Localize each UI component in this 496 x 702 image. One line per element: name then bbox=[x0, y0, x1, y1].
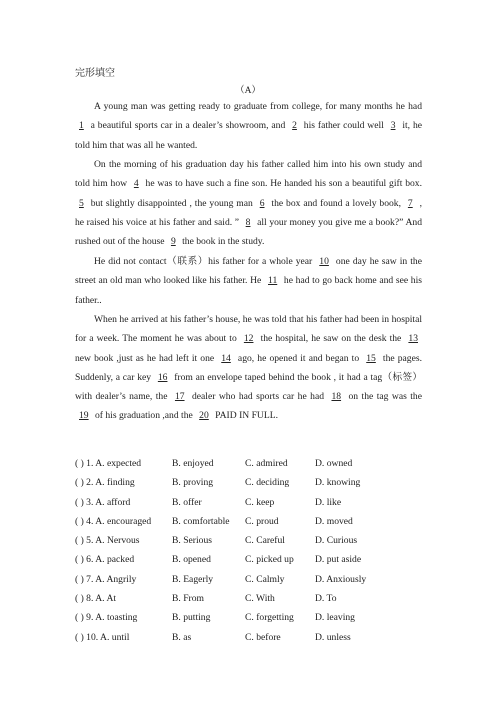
question-choice-a: ( ) 8. A. At bbox=[75, 593, 117, 605]
choice: D. moved bbox=[315, 515, 353, 527]
choice: C. With bbox=[245, 593, 275, 605]
paragraph-text: When he arrived at his father’s house, he was told that his father had been in hospital for a week. The moment he was about to bbox=[75, 314, 422, 345]
choice: C. picked up bbox=[245, 554, 294, 566]
choice: B. Eagerly bbox=[172, 573, 214, 585]
choice: B. as bbox=[172, 631, 192, 643]
paragraph-text: he had to go back home and see his father.. bbox=[75, 275, 423, 306]
choice: D. Anxiously bbox=[315, 573, 367, 585]
options-list bbox=[75, 454, 435, 647]
blank-number: 19 bbox=[79, 410, 89, 422]
blank-number: 7 bbox=[407, 197, 413, 209]
blank-number: 1 bbox=[79, 120, 84, 132]
paragraph-text: a beautiful sports car in a dealer’s showroom, and bbox=[87, 120, 289, 132]
blank-number: 17 bbox=[174, 391, 185, 403]
choice: B. proving bbox=[172, 477, 214, 489]
blank-number: 11 bbox=[268, 275, 278, 287]
paragraph-text: one day he saw in the street an old man who looked like his father. He bbox=[75, 256, 422, 287]
choice: B. comfortable bbox=[172, 515, 230, 527]
blank-number: 5 bbox=[79, 197, 84, 209]
page-title: 完形填空 bbox=[75, 68, 115, 79]
blank-number: 4 bbox=[133, 178, 139, 190]
question-choice-a: ( ) 9. A. toasting bbox=[75, 612, 138, 624]
paragraph-text: the pages. Suddenly, a car key bbox=[75, 352, 422, 383]
blank-number: 16 bbox=[157, 371, 168, 383]
choice: C. Careful bbox=[245, 535, 285, 547]
paragraph-text: all your money you give me a book?” And rushed out of the house bbox=[75, 216, 422, 248]
choice: B. Serious bbox=[172, 535, 212, 547]
question-choice-a: ( ) 1. A. expected bbox=[75, 458, 142, 469]
choice: B. putting bbox=[172, 612, 211, 624]
choice: B. offer bbox=[172, 496, 202, 508]
paragraph-text: He did not contact（联系）his father for a whole year bbox=[94, 256, 316, 267]
choice: D. put aside bbox=[315, 554, 362, 566]
question-choice-a: ( ) 10. A. until bbox=[75, 631, 130, 643]
paragraph bbox=[75, 310, 422, 426]
option-row bbox=[75, 512, 435, 531]
paragraph-text: A young man was getting ready to graduate from college, for many months he had bbox=[94, 101, 422, 112]
paragraph-text: new book ,just as he had left it one bbox=[75, 352, 218, 364]
question-choice-a: ( ) 6. A. packed bbox=[75, 554, 135, 566]
paragraph bbox=[75, 155, 422, 251]
paragraph-text: of his graduation ,and the bbox=[92, 410, 196, 422]
blank-number: 3 bbox=[390, 120, 396, 132]
blank-number: 12 bbox=[243, 333, 254, 345]
question-choice-a: ( ) 7. A. Angrily bbox=[75, 573, 137, 585]
choice: D. knowing bbox=[315, 477, 361, 489]
option-row bbox=[75, 570, 435, 589]
paragraph-text: but slightly disappointed , the young man bbox=[87, 197, 256, 209]
paragraph-text: on the tag was the bbox=[345, 391, 422, 403]
blank-number: 13 bbox=[408, 333, 418, 345]
choice: D. Curious bbox=[315, 535, 358, 547]
paragraph-text: , he raised his voice at his father and said. ” bbox=[75, 197, 423, 228]
choice: C. Calmly bbox=[245, 573, 285, 585]
choice: D. unless bbox=[315, 631, 351, 643]
choice: B. opened bbox=[172, 554, 211, 566]
blank-number: 2 bbox=[292, 120, 297, 132]
blank-number: 8 bbox=[245, 216, 251, 228]
paragraph-text: his father could well bbox=[300, 120, 387, 132]
paragraph-text: PAID IN FULL. bbox=[212, 410, 278, 422]
paragraph-text: On the morning of his graduation day his father called him into his own study and told him how bbox=[75, 159, 422, 190]
option-row bbox=[75, 531, 435, 550]
blank-number: 15 bbox=[366, 352, 376, 364]
blank-number: 6 bbox=[259, 197, 265, 209]
section-label: （A） bbox=[235, 86, 261, 96]
option-row bbox=[75, 473, 435, 492]
blank-number: 20 bbox=[199, 410, 209, 422]
option-row bbox=[75, 589, 435, 608]
choice: D. like bbox=[315, 496, 342, 508]
paragraph-text: it, he told him that was all he wanted. bbox=[75, 120, 423, 151]
choice: C. before bbox=[245, 631, 281, 643]
paragraph-text: the book in the study. bbox=[179, 236, 265, 248]
paragraph-text: dealer who had sports car he had bbox=[188, 391, 328, 403]
choice: C. deciding bbox=[245, 477, 290, 489]
choice: B. From bbox=[172, 593, 204, 605]
question-choice-a: ( ) 4. A. encouraged bbox=[75, 515, 152, 527]
option-row bbox=[75, 628, 435, 647]
choice: C. proud bbox=[245, 515, 279, 527]
paragraph-text: the box and found a lovely book, bbox=[268, 197, 404, 209]
choice: B. enjoyed bbox=[172, 458, 214, 469]
blank-number: 14 bbox=[221, 352, 231, 364]
choice: C. admired bbox=[245, 458, 288, 469]
blank-number: 9 bbox=[170, 236, 176, 248]
question-choice-a: ( ) 2. A. finding bbox=[75, 477, 135, 489]
choice: D. To bbox=[315, 593, 337, 605]
question-choice-a: ( ) 5. A. Nervous bbox=[75, 535, 140, 547]
blank-number: 10 bbox=[319, 256, 329, 267]
paragraph-text: he was to have such a fine son. He handed his son a beautiful gift box. bbox=[142, 178, 422, 190]
paragraph-text: ago, he opened it and began to bbox=[234, 352, 363, 364]
choice: C. keep bbox=[245, 496, 275, 508]
option-row bbox=[75, 454, 435, 473]
choice: D. owned bbox=[315, 458, 353, 469]
blank-number: 18 bbox=[331, 391, 342, 403]
option-row bbox=[75, 550, 435, 569]
paragraph-text: the hospital, he saw on the desk the bbox=[257, 333, 405, 345]
paragraph-text: from an envelope taped behind the book , it had a tag（标签）with dealer’s name, the bbox=[75, 371, 422, 403]
choice: D. leaving bbox=[315, 612, 355, 624]
paragraph bbox=[75, 97, 422, 155]
paragraph bbox=[75, 252, 422, 310]
option-row bbox=[75, 493, 435, 512]
choice: C. forgetting bbox=[245, 612, 294, 624]
question-choice-a: ( ) 3. A. afford bbox=[75, 496, 131, 508]
option-row bbox=[75, 608, 435, 627]
